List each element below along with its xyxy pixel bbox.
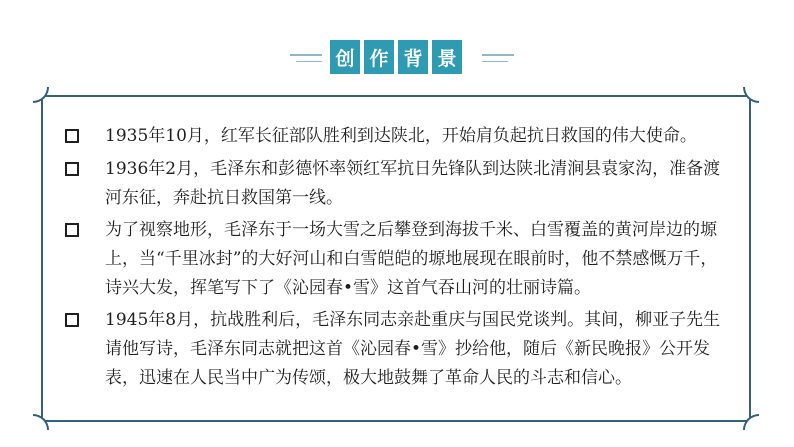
title-char: 背 [398, 40, 428, 74]
square-bullet-icon [65, 129, 79, 143]
title-char: 作 [364, 40, 394, 74]
frame-corner [33, 87, 49, 103]
header-decor-line-left-thin [296, 61, 322, 62]
header-decor-line-left [290, 54, 322, 56]
list-item-text: 1935年10月，红军长征部队胜利到达陕北，开始肩负起抗日救国的伟大使命。 [105, 126, 697, 146]
header-decor-line-right-thin [482, 61, 508, 62]
list-item [63, 216, 733, 303]
title-char: 景 [432, 40, 462, 74]
header-decor-line-right [482, 54, 514, 56]
list-item-text: 1945年8月，抗战胜利后，毛泽东同志亲赴重庆与国民党谈判。其间，柳亚子先生请他写诗，毛泽东同志就把这首《沁园春•雪》抄给他，随后《新民晚报》公开发表，迅速在人民当中广为传颂，极大地鼓舞了革命人民的斗志和信心。 [105, 310, 721, 388]
frame-corner [743, 87, 759, 103]
background-list [63, 122, 733, 393]
list-item [63, 122, 733, 151]
list-item [63, 155, 733, 213]
list-item [63, 306, 733, 393]
section-title [330, 40, 462, 76]
list-item-text: 1936年2月，毛泽东和彭德怀率领红军抗日先锋队到达陕北清涧县袁家沟，准备渡河东征，奔赴抗日救国第一线。 [105, 159, 721, 208]
section-header [0, 40, 794, 76]
square-bullet-icon [65, 223, 79, 237]
frame-corner [743, 414, 759, 430]
square-bullet-icon [65, 313, 79, 327]
title-char: 创 [330, 40, 360, 74]
frame-corner [33, 414, 49, 430]
list-item-text: 为了视察地形，毛泽东于一场大雪之后攀登到海拔千米、白雪覆盖的黄河岸边的塬上，当“千里冰封”的大好河山和白雪皑皑的塬地展现在眼前时，他不禁感慨万千，诗兴大发，挥笔写下了《沁园春•雪》这首气吞山河的壮丽诗篇。 [105, 220, 718, 298]
square-bullet-icon [65, 162, 79, 176]
